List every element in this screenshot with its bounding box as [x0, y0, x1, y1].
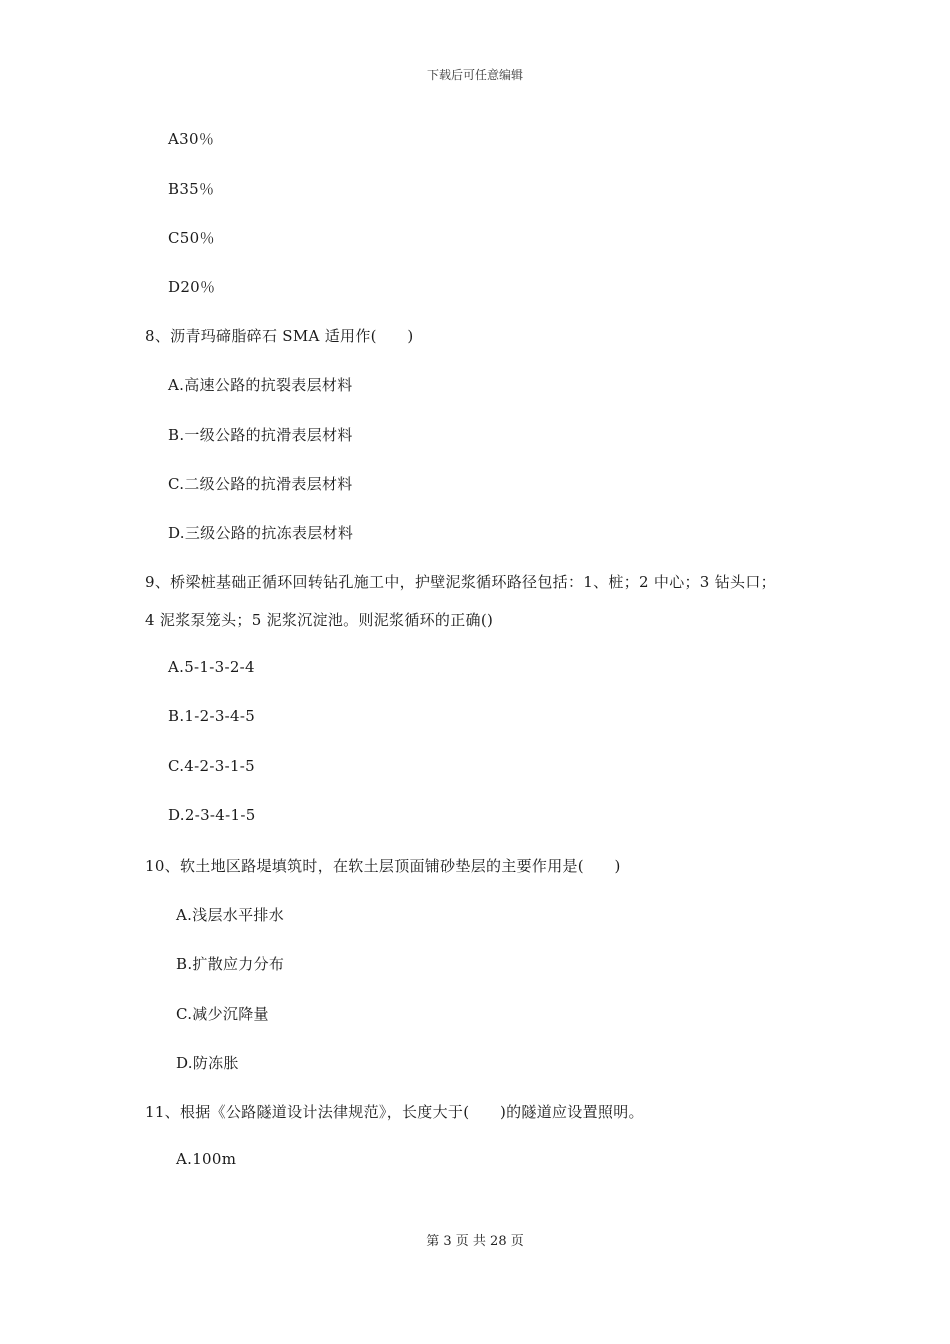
- option-c-prev: C50％: [168, 229, 215, 247]
- q8-option-b: B.一级公路的抗滑表层材料: [168, 426, 353, 444]
- q8-option-a: A.高速公路的抗裂表层材料: [168, 376, 353, 394]
- question-11: 11、根据《公路隧道设计法律规范》，长度大于( )的隧道应设置照明。: [145, 1103, 644, 1121]
- option-b-prev: B35％: [168, 180, 215, 198]
- q11-option-a: A.100m: [176, 1150, 237, 1168]
- page-footer: 第 3 页 共 28 页: [426, 1234, 524, 1249]
- q8-option-d: D.三级公路的抗冻表层材料: [168, 524, 354, 542]
- q9-option-c: C.4-2-3-1-5: [168, 757, 256, 775]
- question-10: 10、软土地区路堤填筑时，在软土层顶面铺砂垫层的主要作用是( ): [145, 857, 621, 875]
- q9-option-d: D.2-3-4-1-5: [168, 806, 256, 824]
- question-8: 8、沥青玛碲脂碎石 SMA 适用作( ): [145, 327, 414, 345]
- option-a-prev: A30％: [168, 130, 215, 148]
- page-header: 下载后可任意编辑: [426, 68, 523, 82]
- question-9-line2: 4 泥浆泵笼头；5 泥浆沉淀池。则泥浆循环的正确(): [145, 611, 494, 629]
- q10-option-d: D.防冻胀: [176, 1054, 239, 1072]
- question-9-line1: 9、桥梁桩基础正循环回转钻孔施工中，护壁泥浆循环路径包括：1、桩；2 中心；3 钻头口；: [145, 573, 776, 591]
- q10-option-a: A.浅层水平排水: [176, 906, 285, 924]
- q10-option-c: C.减少沉降量: [176, 1005, 269, 1023]
- option-d-prev: D20％: [168, 278, 216, 296]
- q9-option-b: B.1-2-3-4-5: [168, 707, 256, 725]
- q10-option-b: B.扩散应力分布: [176, 955, 285, 973]
- q9-option-a: A.5-1-3-2-4: [168, 658, 255, 676]
- q8-option-c: C.二级公路的抗滑表层材料: [168, 475, 353, 493]
